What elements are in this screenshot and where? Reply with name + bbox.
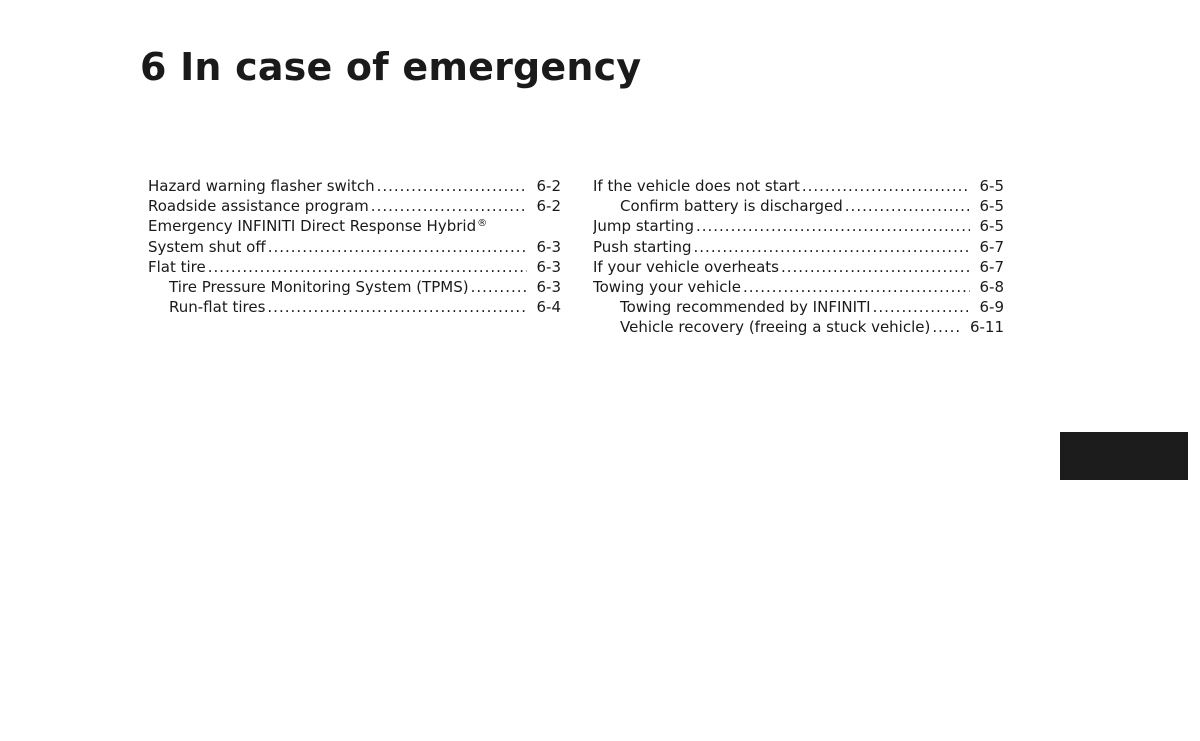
toc-entry-label: Jump starting	[593, 217, 694, 236]
dot-leader	[781, 257, 970, 277]
toc-entry-label: Run-flat tires	[169, 298, 266, 317]
toc-page-number: 6-3	[536, 277, 561, 296]
toc-entry-towing-your-vehicle[interactable]	[593, 277, 1004, 297]
toc-entry-label: Hazard warning flasher switch	[148, 177, 375, 195]
dot-leader	[873, 297, 970, 317]
toc-entry-label: Towing your vehicle	[593, 277, 741, 296]
dot-leader	[802, 176, 970, 196]
toc-entry-label: Confirm battery is discharged	[620, 197, 843, 216]
dot-leader	[743, 277, 970, 297]
toc-entry-jump-starting[interactable]	[593, 216, 1004, 236]
toc-entry-label: Vehicle recovery (freeing a stuck vehicle)	[620, 318, 931, 337]
toc-page-number: 6-7	[979, 257, 1004, 276]
toc-entry-label: Towing recommended by INFINITI	[620, 298, 871, 317]
toc-page-number: 6-5	[979, 197, 1004, 216]
dot-leader	[932, 317, 960, 337]
toc-page-number: 6-9	[979, 298, 1004, 317]
toc-left-column	[148, 176, 561, 317]
toc-entry-roadside-assistance-program[interactable]	[148, 196, 561, 216]
registered-trademark-symbol: ®	[477, 218, 488, 230]
toc-entry-run-flat-tires[interactable]	[148, 297, 561, 317]
dot-leader	[371, 196, 527, 216]
toc-entry-vehicle-overheats[interactable]	[593, 257, 1004, 277]
toc-entry-label: Flat tire	[148, 257, 206, 276]
toc-page-number: 6-5	[979, 177, 1004, 195]
toc-page-number: 6-5	[979, 217, 1004, 236]
dot-leader	[696, 216, 970, 236]
toc-right-column	[593, 176, 1004, 338]
toc-page-number: 6-8	[979, 277, 1004, 296]
toc-entry-label: Roadside assistance program	[148, 197, 369, 216]
toc-page-number: 6-4	[536, 298, 561, 317]
toc-page-number: 6-11	[969, 318, 1004, 337]
toc-entry-label: If the vehicle does not start	[593, 177, 800, 195]
toc-page-number: 6-3	[536, 257, 561, 276]
dot-leader	[377, 176, 527, 196]
chapter-title: 6 In case of emergency	[140, 45, 642, 89]
toc-entry-label: Push starting	[593, 237, 692, 256]
toc-entry-flat-tire[interactable]	[148, 257, 561, 277]
dot-leader	[267, 297, 526, 317]
toc-page-number: 6-7	[979, 237, 1004, 256]
dot-leader	[845, 196, 970, 216]
toc-page-number: 6-2	[536, 197, 561, 216]
toc-entry-tpms[interactable]	[148, 277, 561, 297]
toc-entry-confirm-battery-discharged[interactable]	[593, 196, 1004, 216]
toc-entry-line2	[148, 237, 561, 257]
toc-page-number: 6-3	[536, 237, 561, 256]
dot-leader	[694, 237, 970, 257]
toc-entry-label: If your vehicle overheats	[593, 257, 779, 276]
toc-entry-label-line1: Emergency INFINITI Direct Response Hybrid®	[148, 217, 488, 236]
toc-entry-vehicle-recovery[interactable]	[593, 317, 1004, 337]
toc-entry-label: Tire Pressure Monitoring System (TPMS)	[169, 277, 469, 296]
toc-page-number: 6-2	[536, 177, 561, 195]
toc-entry-vehicle-does-not-start[interactable]	[593, 176, 1004, 196]
toc-entry-towing-recommended[interactable]	[593, 297, 1004, 317]
dot-leader	[208, 257, 527, 277]
toc-entry-hazard-warning-flasher-switch[interactable]	[148, 176, 561, 196]
toc-entry-emergency-shut-off[interactable]	[148, 216, 561, 256]
dot-leader	[471, 277, 527, 297]
dot-leader	[268, 237, 527, 257]
chapter-thumb-tab	[1060, 432, 1188, 480]
toc-entry-push-starting[interactable]	[593, 237, 1004, 257]
toc-entry-label: System shut off	[148, 237, 266, 256]
